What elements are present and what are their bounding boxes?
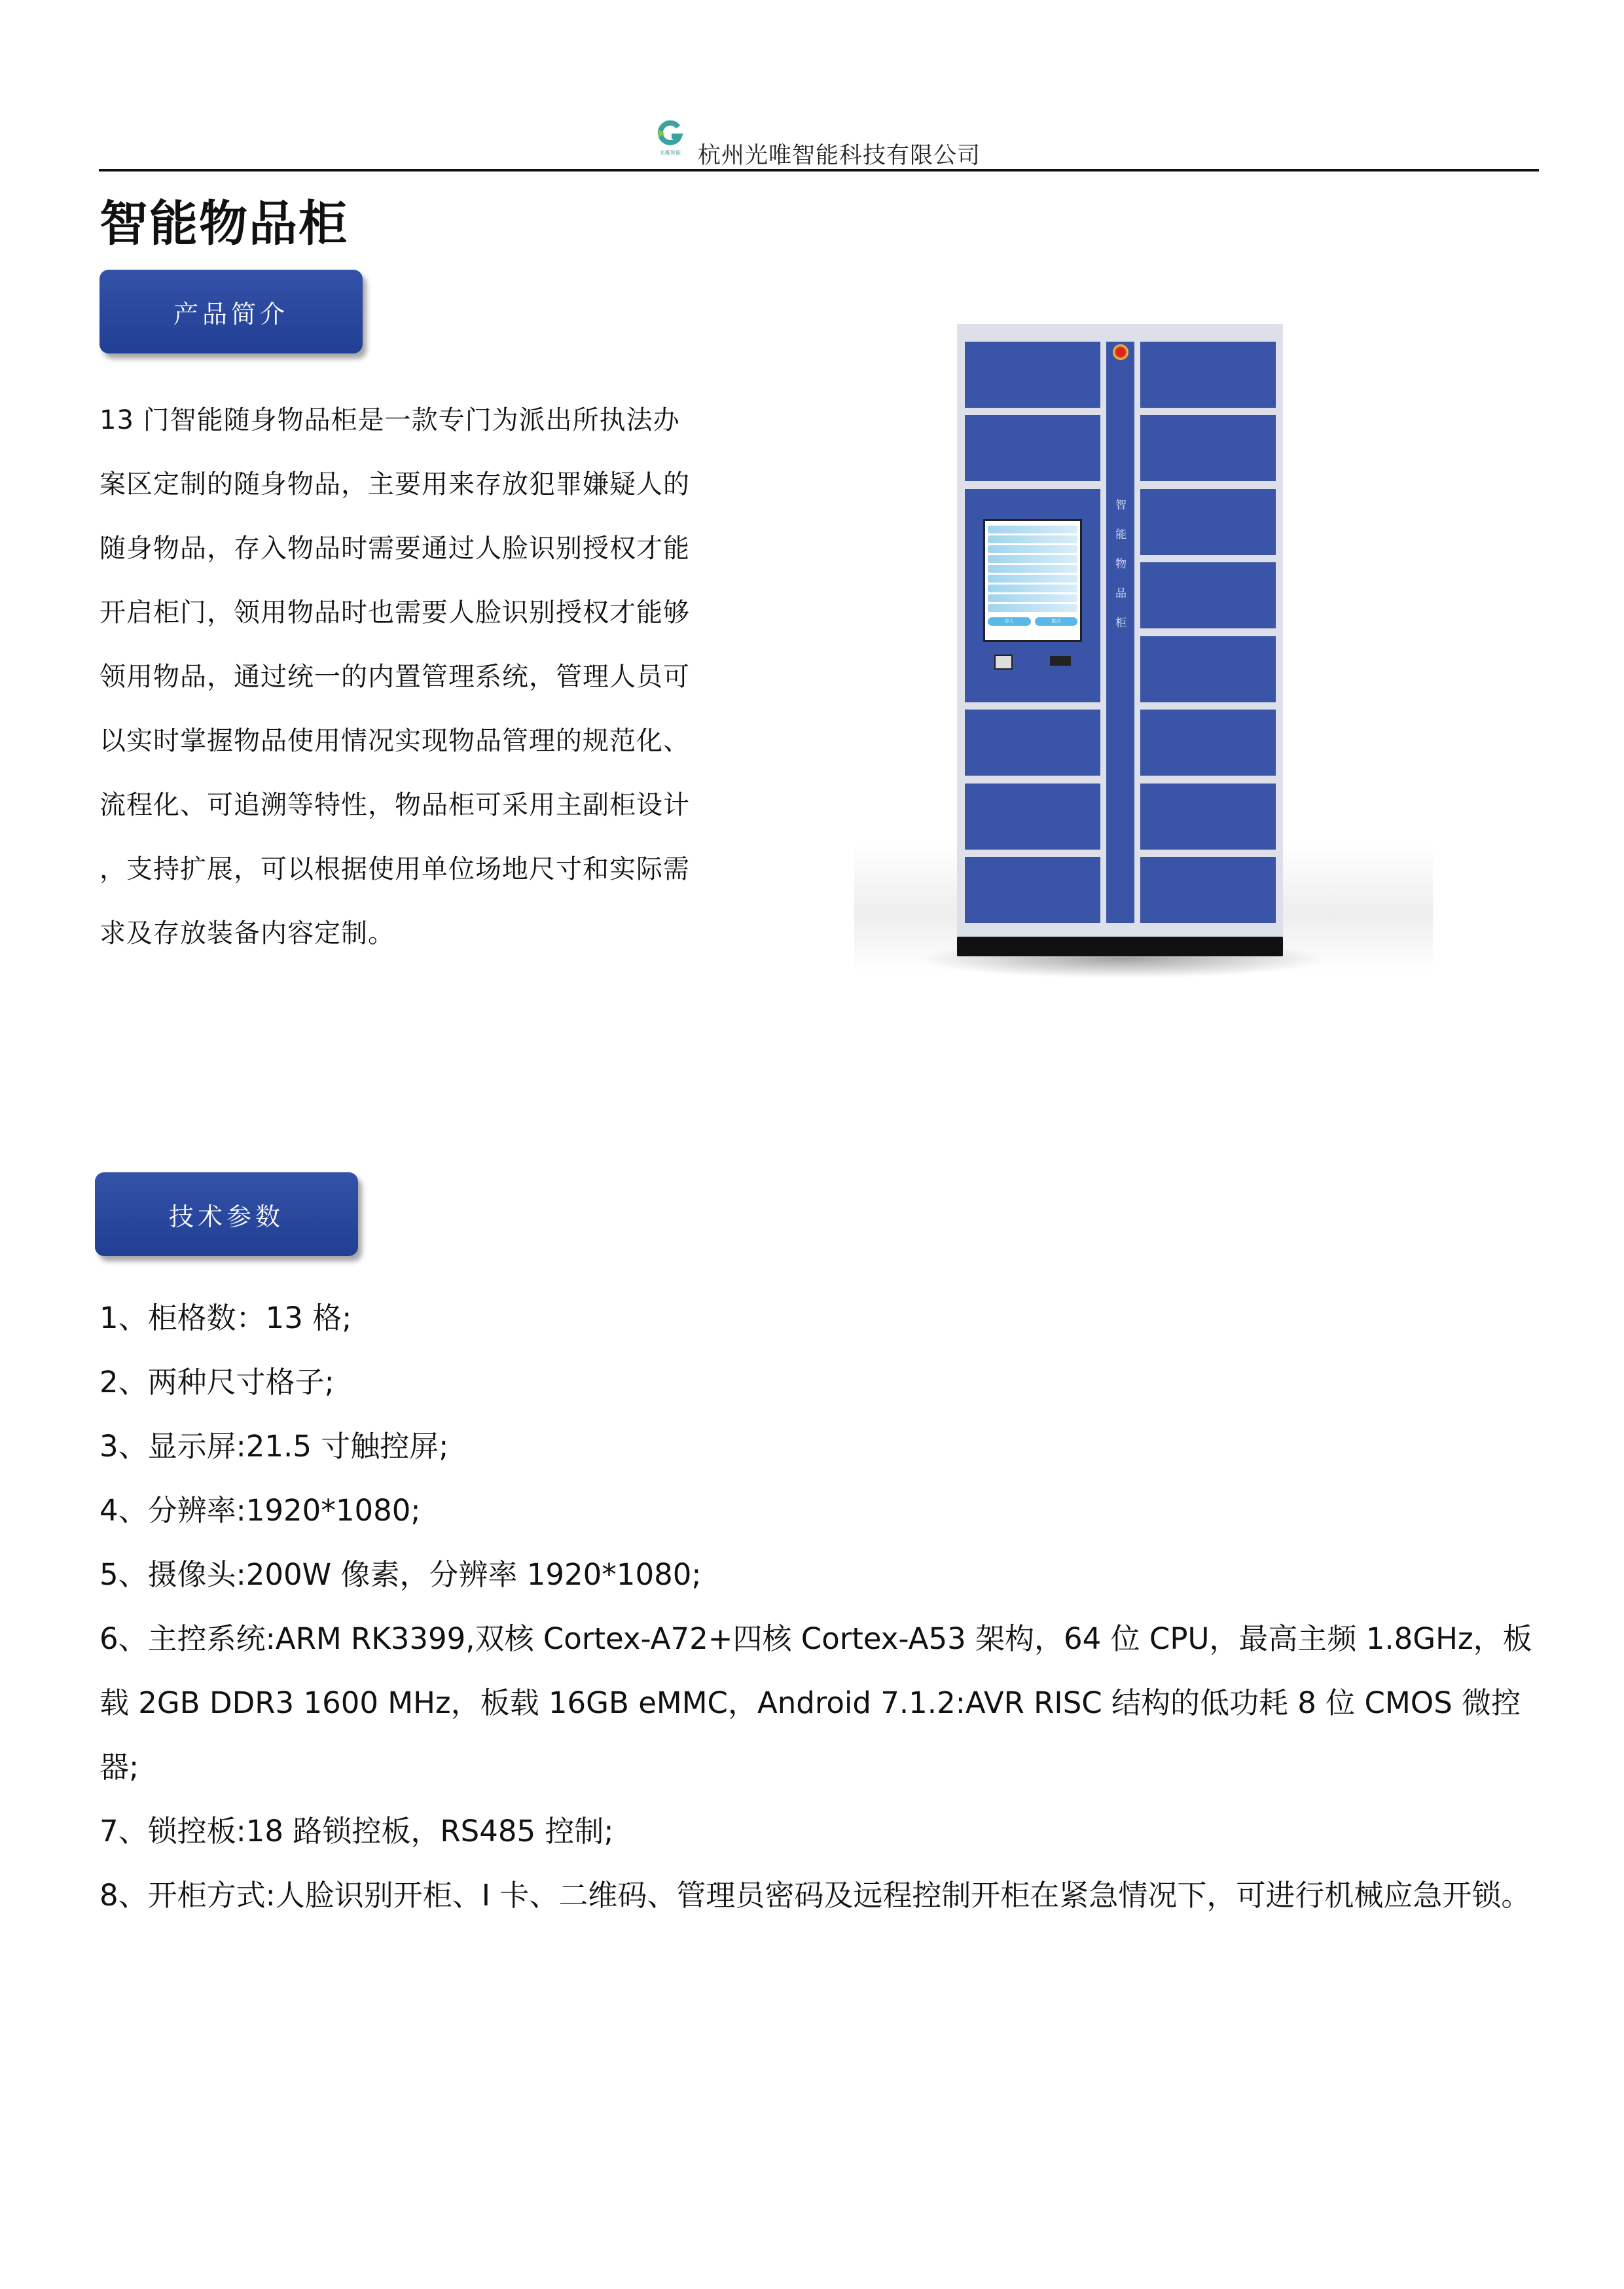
page-title: 智能物品柜	[99, 196, 348, 252]
locker-cabinet	[957, 324, 1283, 937]
card-reader-icon	[994, 655, 1013, 670]
locker-door	[1140, 784, 1276, 850]
company-name: 杭州光唯智能科技有限公司	[698, 143, 981, 169]
intro-paragraph	[99, 388, 741, 965]
intro-line: 13 门智能随身物品柜是一款专门为派出所执法办	[99, 405, 680, 435]
cabinet-label: 智能物品柜	[1113, 499, 1126, 646]
screen-retrieve-button: 取出	[1035, 617, 1078, 626]
locker-door	[965, 710, 1100, 776]
intro-line: 开启柜门，领用物品时也需要人脸识别授权才能够	[99, 598, 690, 628]
locker-door	[965, 342, 1100, 408]
locker-door	[1140, 415, 1276, 481]
header-divider	[99, 169, 1539, 171]
touch-screen	[983, 519, 1082, 642]
logo-text: 光唯智能	[660, 150, 681, 156]
cabinet-base	[957, 937, 1283, 956]
spec-item: 3、显示屏:21.5 寸触控屏;	[99, 1429, 449, 1464]
intro-line: 随身物品，存入物品时需要通过人脸识别授权才能	[99, 533, 690, 564]
spec-item: 5、摄像头:200W 像素，分辨率 1920*1080;	[99, 1557, 702, 1592]
spec-item: 8、开柜方式:人脸识别开柜、I 卡、二维码、管理员密码及远程控制开柜在紧急情况下，可进行机械应急开锁。	[99, 1878, 1531, 1913]
spec-item: 7、锁控板:18 路锁控板，RS485 控制;	[99, 1814, 614, 1848]
intro-line: 领用物品，通过统一的内置管理系统，管理人员可	[99, 662, 690, 692]
company-logo	[653, 120, 687, 160]
spec-list	[99, 1286, 1543, 1928]
intro-line: 流程化、可追溯等特性，物品柜可采用主副柜设计	[99, 790, 690, 820]
logo-g-icon	[657, 120, 683, 147]
section-label-specs: 技术参数	[95, 1172, 358, 1256]
camera-icon	[1050, 656, 1071, 666]
section-label-intro: 产品简介	[99, 270, 363, 353]
intro-line: 案区定制的随身物品，主要用来存放犯罪嫌疑人的	[99, 469, 690, 499]
spec-item: 2、两种尺寸格子;	[99, 1365, 334, 1399]
locker-door	[1140, 857, 1276, 923]
police-emblem-icon	[1113, 344, 1128, 360]
spec-item: 4、分辨率:1920*1080;	[99, 1493, 421, 1528]
spec-item: 1、柜格数：13 格;	[99, 1301, 352, 1335]
locker-door	[1140, 710, 1276, 776]
center-strip	[1106, 342, 1134, 923]
intro-line: 以实时掌握物品使用情况实现物品管理的规范化、	[99, 726, 690, 756]
locker-door	[1140, 562, 1276, 628]
locker-door	[1140, 636, 1276, 702]
locker-door	[965, 784, 1100, 850]
screen-deposit-button: 存入	[988, 617, 1031, 626]
intro-line: ，支持扩展，可以根据使用单位场地尺寸和实际需	[99, 854, 690, 884]
locker-door	[965, 415, 1100, 481]
intro-line: 求及存放装备内容定制。	[99, 918, 395, 948]
spec-item: 6、主控系统:ARM RK3399,双核 Cortex-A72+四核 Cortex-A53 架构，64 位 CPU，最高主频 1.8GHz，板载 2GB DDR3 1600 MHz，板载 16GB eMMC，Android 7.1.2:AVR RISC 结构的低功耗 8 位 CMOS 微控器;	[99, 1621, 1532, 1784]
product-image	[854, 324, 1433, 1045]
locker-door	[1140, 342, 1276, 408]
locker-door	[1140, 489, 1276, 555]
locker-door	[965, 857, 1100, 923]
control-panel	[965, 489, 1100, 702]
